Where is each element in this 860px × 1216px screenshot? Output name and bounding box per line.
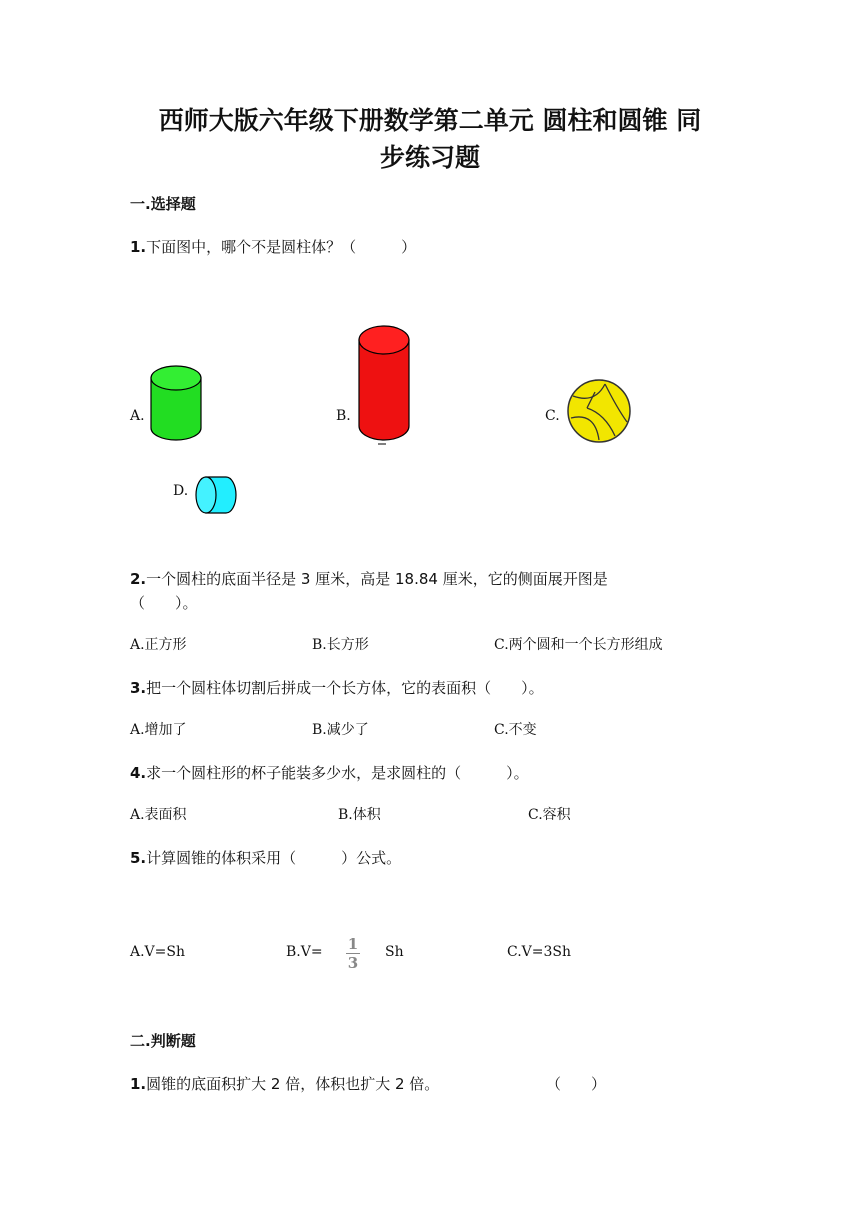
q3-option-a: A.增加了 — [130, 722, 187, 738]
one-third-fraction — [344, 936, 362, 971]
q2-option-c: C.两个圆和一个长方形组成 — [494, 637, 663, 653]
q4-option-a: A.表面积 — [130, 807, 187, 823]
fraction-denominator: 3 — [347, 954, 359, 972]
question-number: 4. — [130, 764, 147, 782]
question-number: 3. — [130, 679, 147, 697]
question-text: 把一个圆柱体切割后拼成一个长方体，它的表面积（ ）。 — [146, 679, 544, 697]
question-text: 一个圆柱的底面半径是 3 厘米，高是 18.84 厘米，它的侧面展开图是 — [146, 570, 608, 588]
q3-option-b: B.减少了 — [312, 722, 369, 738]
question-2-continuation: （ ）。 — [130, 594, 198, 612]
q4-option-b: B.体积 — [338, 807, 381, 823]
q5-option-a: A.V=Sh — [130, 944, 186, 960]
q1-option-c-label: C. — [545, 408, 560, 424]
q3-option-c: C.不变 — [494, 722, 537, 738]
question-2 — [130, 568, 608, 589]
question-3 — [130, 677, 544, 698]
q5-option-b: B.V= — [286, 944, 323, 960]
q5-option-c: C.V=3Sh — [507, 944, 572, 960]
q5-option-b-suffix: Sh — [385, 944, 404, 960]
page-title-line-1: 西师大版六年级下册数学第二单元 圆柱和圆锥 同 — [158, 106, 702, 135]
q2-option-b: B.长方形 — [312, 637, 369, 653]
question-number: 5. — [130, 849, 147, 867]
question-number: 1. — [130, 238, 147, 256]
question-text: 计算圆锥的体积采用（ ）公式。 — [146, 849, 402, 867]
question-number: 1. — [130, 1075, 147, 1093]
question-1 — [130, 236, 416, 257]
cyan-cylinder-figure — [194, 474, 240, 516]
red-cylinder-figure — [356, 322, 412, 446]
section-heading-choice: 一.选择题 — [130, 195, 196, 213]
green-cylinder-figure — [148, 364, 204, 444]
q4-option-c: C.容积 — [528, 807, 571, 823]
question-number: 2. — [130, 570, 147, 588]
q1-option-b-label: B. — [336, 408, 351, 424]
judge-question-1 — [130, 1073, 439, 1094]
page-title-line-2: 步练习题 — [379, 143, 480, 172]
yellow-ball-figure — [565, 378, 633, 444]
judge-answer-blank: （ ） — [546, 1075, 607, 1093]
fraction-numerator: 1 — [347, 935, 359, 953]
question-text: 圆锥的底面积扩大 2 倍，体积也扩大 2 倍。 — [146, 1075, 440, 1093]
section-heading-judge: 二.判断题 — [130, 1032, 196, 1050]
question-text: 求一个圆柱形的杯子能装多少水，是求圆柱的（ ）。 — [146, 764, 529, 782]
q1-option-d-label: D. — [173, 483, 189, 499]
question-5 — [130, 847, 401, 868]
q2-option-a: A.正方形 — [130, 637, 187, 653]
question-4 — [130, 762, 529, 783]
q1-option-a-label: A. — [130, 408, 145, 424]
question-text: 下面图中，哪个不是圆柱体？（ ） — [146, 238, 417, 256]
